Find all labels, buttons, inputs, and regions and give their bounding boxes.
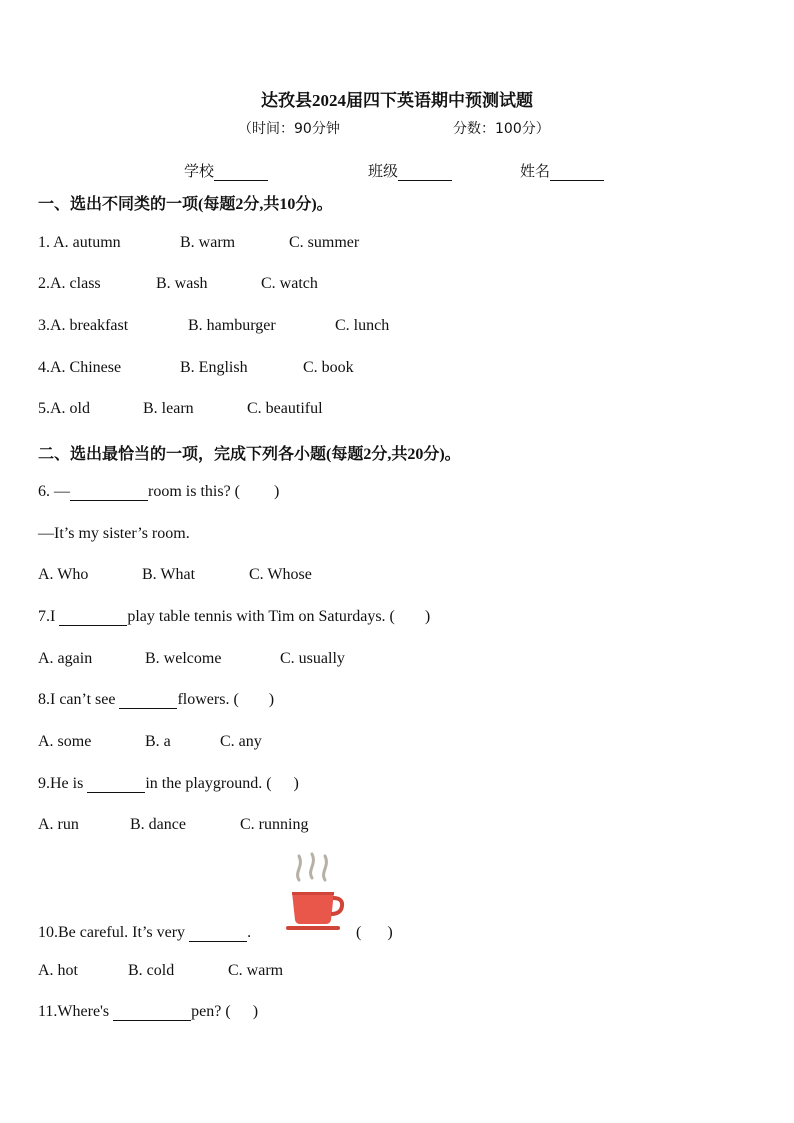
q1-option-b[interactable]: B. warm — [180, 234, 236, 251]
q3-option-c[interactable]: C. lunch — [335, 317, 390, 334]
q3-option-b[interactable]: B. hamburger — [188, 317, 276, 334]
q8-options — [38, 733, 262, 751]
question-7: 7.I play table tennis with Tim on Saturdays. ( ) — [38, 608, 431, 625]
q4-option-a[interactable]: 4.A. Chinese — [38, 359, 122, 376]
question-8: 8.I can’t see flowers. ( ) — [38, 691, 275, 708]
q6-option-b[interactable]: B. What — [142, 566, 196, 583]
q7-option-c[interactable]: C. usually — [280, 650, 345, 667]
q10-option-b[interactable]: B. cold — [128, 962, 175, 979]
question-4 — [38, 359, 354, 377]
name-field[interactable]: 姓名 — [520, 160, 604, 181]
question-1 — [38, 234, 360, 252]
section-1-heading: 一、选出不同类的一项(每题2分,共10分)。 — [38, 196, 333, 213]
hot-tea-cup-icon — [284, 852, 346, 936]
q2-option-a[interactable]: 2.A. class — [38, 275, 101, 292]
q2-option-c[interactable]: C. watch — [261, 275, 318, 292]
q5-option-a[interactable]: 5.A. old — [38, 400, 90, 417]
q7-options — [38, 650, 345, 668]
q10-answer-blank[interactable] — [189, 925, 247, 942]
q6-option-a[interactable]: A. Who — [38, 566, 89, 583]
q8-option-c[interactable]: C. any — [220, 733, 262, 750]
q9-answer-blank[interactable] — [87, 776, 145, 793]
q10-option-c[interactable]: C. warm — [228, 962, 284, 979]
q10-answer-paren[interactable]: ( ) — [356, 924, 393, 941]
exam-meta — [0, 118, 794, 138]
q8-answer-blank[interactable] — [119, 692, 177, 709]
q6-options — [38, 566, 312, 584]
exam-score: 分数：100分） — [453, 121, 550, 137]
q9-option-b[interactable]: B. dance — [130, 816, 186, 833]
q11-answer-blank[interactable] — [113, 1004, 191, 1021]
section-2-heading: 二、选出最恰当的一项，完成下列各小题(每题2分,共20分)。 — [38, 446, 461, 463]
question-11: 11.Where's pen? ( ) — [38, 1003, 259, 1020]
q3-option-a[interactable]: 3.A. breakfast — [38, 317, 129, 334]
q7-option-a[interactable]: A. again — [38, 650, 93, 667]
q7-answer-blank[interactable] — [59, 609, 127, 626]
question-10: 10.Be careful. It’s very . — [38, 924, 252, 941]
q8-option-b[interactable]: B. a — [145, 733, 171, 750]
class-field[interactable]: 班级 — [368, 160, 452, 181]
q2-option-b[interactable]: B. wash — [156, 275, 208, 292]
q1-option-c[interactable]: C. summer — [289, 234, 360, 251]
q6-reply: —It’s my sister’s room. — [38, 525, 190, 542]
q6-answer-blank[interactable] — [70, 484, 148, 501]
q1-option-a[interactable]: 1. A. autumn — [38, 234, 121, 251]
q7-option-b[interactable]: B. welcome — [145, 650, 222, 667]
exam-title: 达孜县2024届四下英语期中预测试题 — [261, 91, 533, 110]
question-6: 6. — room is this? ( ) — [38, 483, 280, 500]
question-5 — [38, 400, 323, 418]
q9-option-c[interactable]: C. running — [240, 816, 309, 833]
q10-option-a[interactable]: A. hot — [38, 962, 78, 979]
question-2 — [38, 275, 318, 293]
q9-option-a[interactable]: A. run — [38, 816, 79, 833]
student-info — [0, 160, 794, 180]
exam-time: （时间：90分钟 — [238, 121, 340, 137]
q9-options — [38, 816, 309, 834]
q10-options — [38, 962, 284, 980]
school-field[interactable]: 学校 — [184, 160, 268, 181]
q4-option-b[interactable]: B. English — [180, 359, 248, 376]
q8-option-a[interactable]: A. some — [38, 733, 92, 750]
q5-option-c[interactable]: C. beautiful — [247, 400, 323, 417]
q6-option-c[interactable]: C. Whose — [249, 566, 312, 583]
question-3 — [38, 317, 390, 335]
q4-option-c[interactable]: C. book — [303, 359, 354, 376]
question-9: 9.He is in the playground. ( ) — [38, 775, 299, 792]
q5-option-b[interactable]: B. learn — [143, 400, 194, 417]
